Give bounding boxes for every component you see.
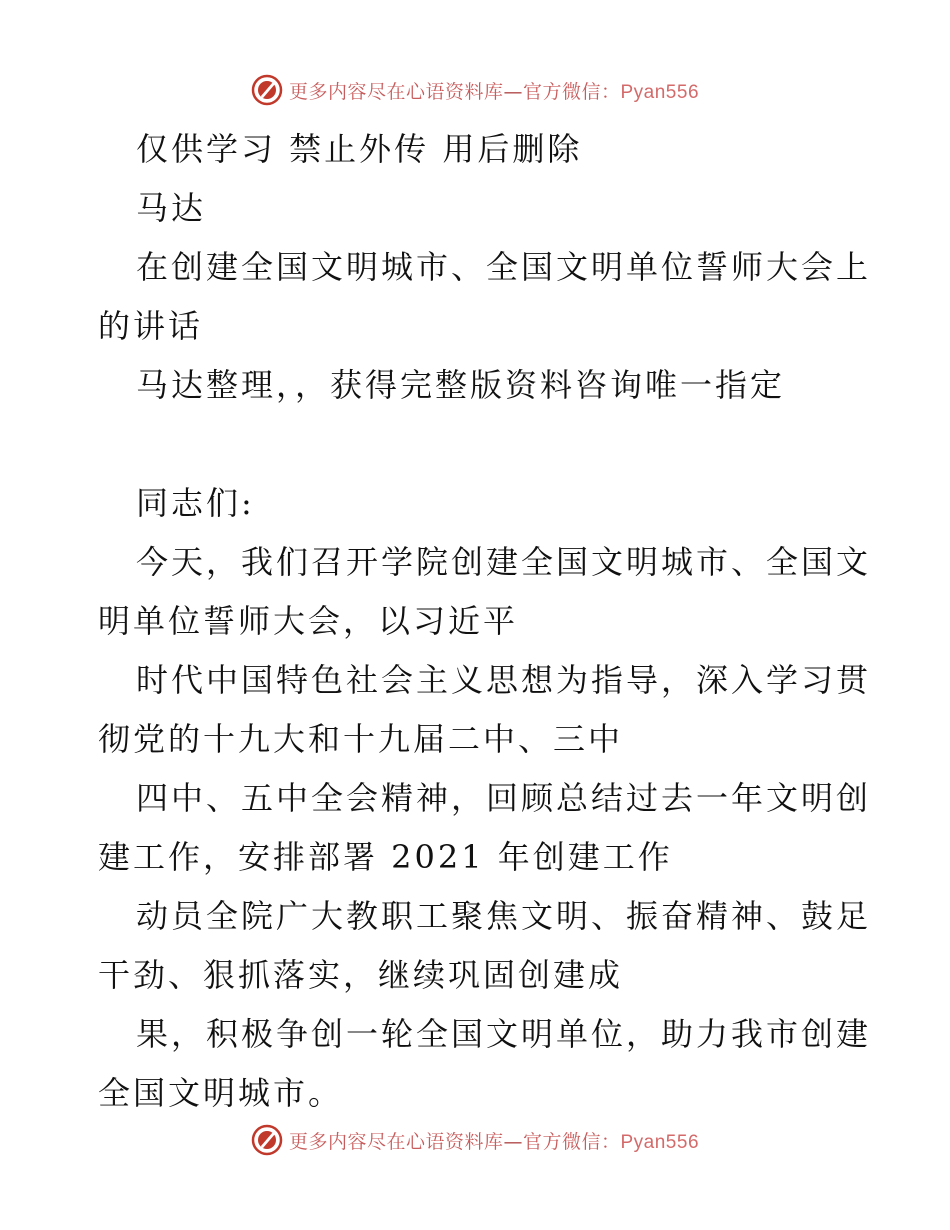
quill-logo-icon [251,1124,283,1156]
paragraph-3-line-2: 建工作，安排部署 2021 年创建工作 [98,838,673,876]
paragraph-5-line-2: 全国文明城市。 [98,1074,344,1112]
paragraph-1 [98,533,872,651]
watermark-account: Pyan556 [620,1131,700,1153]
watermark-suffix: 官方微信： [522,1130,621,1153]
paragraph-4 [98,887,872,1005]
watermark-separator: — [503,1130,523,1153]
header-watermark [0,70,950,110]
source-line: 马达整理，，获得完整版资料咨询唯一指定 [136,366,786,404]
watermark-text [289,77,699,104]
footer-watermark [0,1120,950,1160]
author-line: 马达 [136,189,207,227]
document-title [98,238,872,356]
paragraph-2 [98,651,872,769]
paragraph-3 [98,769,872,887]
paragraph-3-line-1: 四中、五中全会精神，回顾总结过去一年文明创 [136,779,872,817]
title-line-1: 在创建全国文明城市、全国文明单位誓师大会上 [136,248,872,286]
watermark-account: Pyan556 [620,81,700,103]
paragraph-4-line-1: 动员全院广大教职工聚焦文明、振奋精神、鼓足 [136,897,872,935]
salutation: 同志们: [136,484,255,522]
paragraph-5-line-1: 果，积极争创一轮全国文明单位，助力我市创建 [136,1015,872,1053]
paragraph-4-line-2: 干劲、狠抓落实，继续巩固创建成 [98,956,624,994]
watermark-prefix: 更多内容尽在心语资料库 [288,1130,504,1153]
paragraph-1-line-2: 明单位誓师大会，以习近平 [98,602,519,640]
watermark-suffix: 官方微信： [522,80,621,103]
blank-line [98,415,858,474]
watermark-text [289,1127,699,1154]
paragraph-2-line-2: 彻党的十九大和十九届二中、三中 [98,720,624,758]
title-line-2: 的讲话 [98,307,204,345]
paragraph-5 [98,1005,872,1123]
notice-line: 仅供学习 禁止外传 用后删除 [136,130,583,168]
watermark-prefix: 更多内容尽在心语资料库 [288,80,504,103]
quill-logo-icon [251,74,283,106]
paragraph-2-line-1: 时代中国特色社会主义思想为指导，深入学习贯 [136,661,872,699]
document-body [98,120,872,1123]
watermark-separator: — [503,80,523,103]
paragraph-1-line-1: 今天，我们召开学院创建全国文明城市、全国文 [136,543,872,581]
